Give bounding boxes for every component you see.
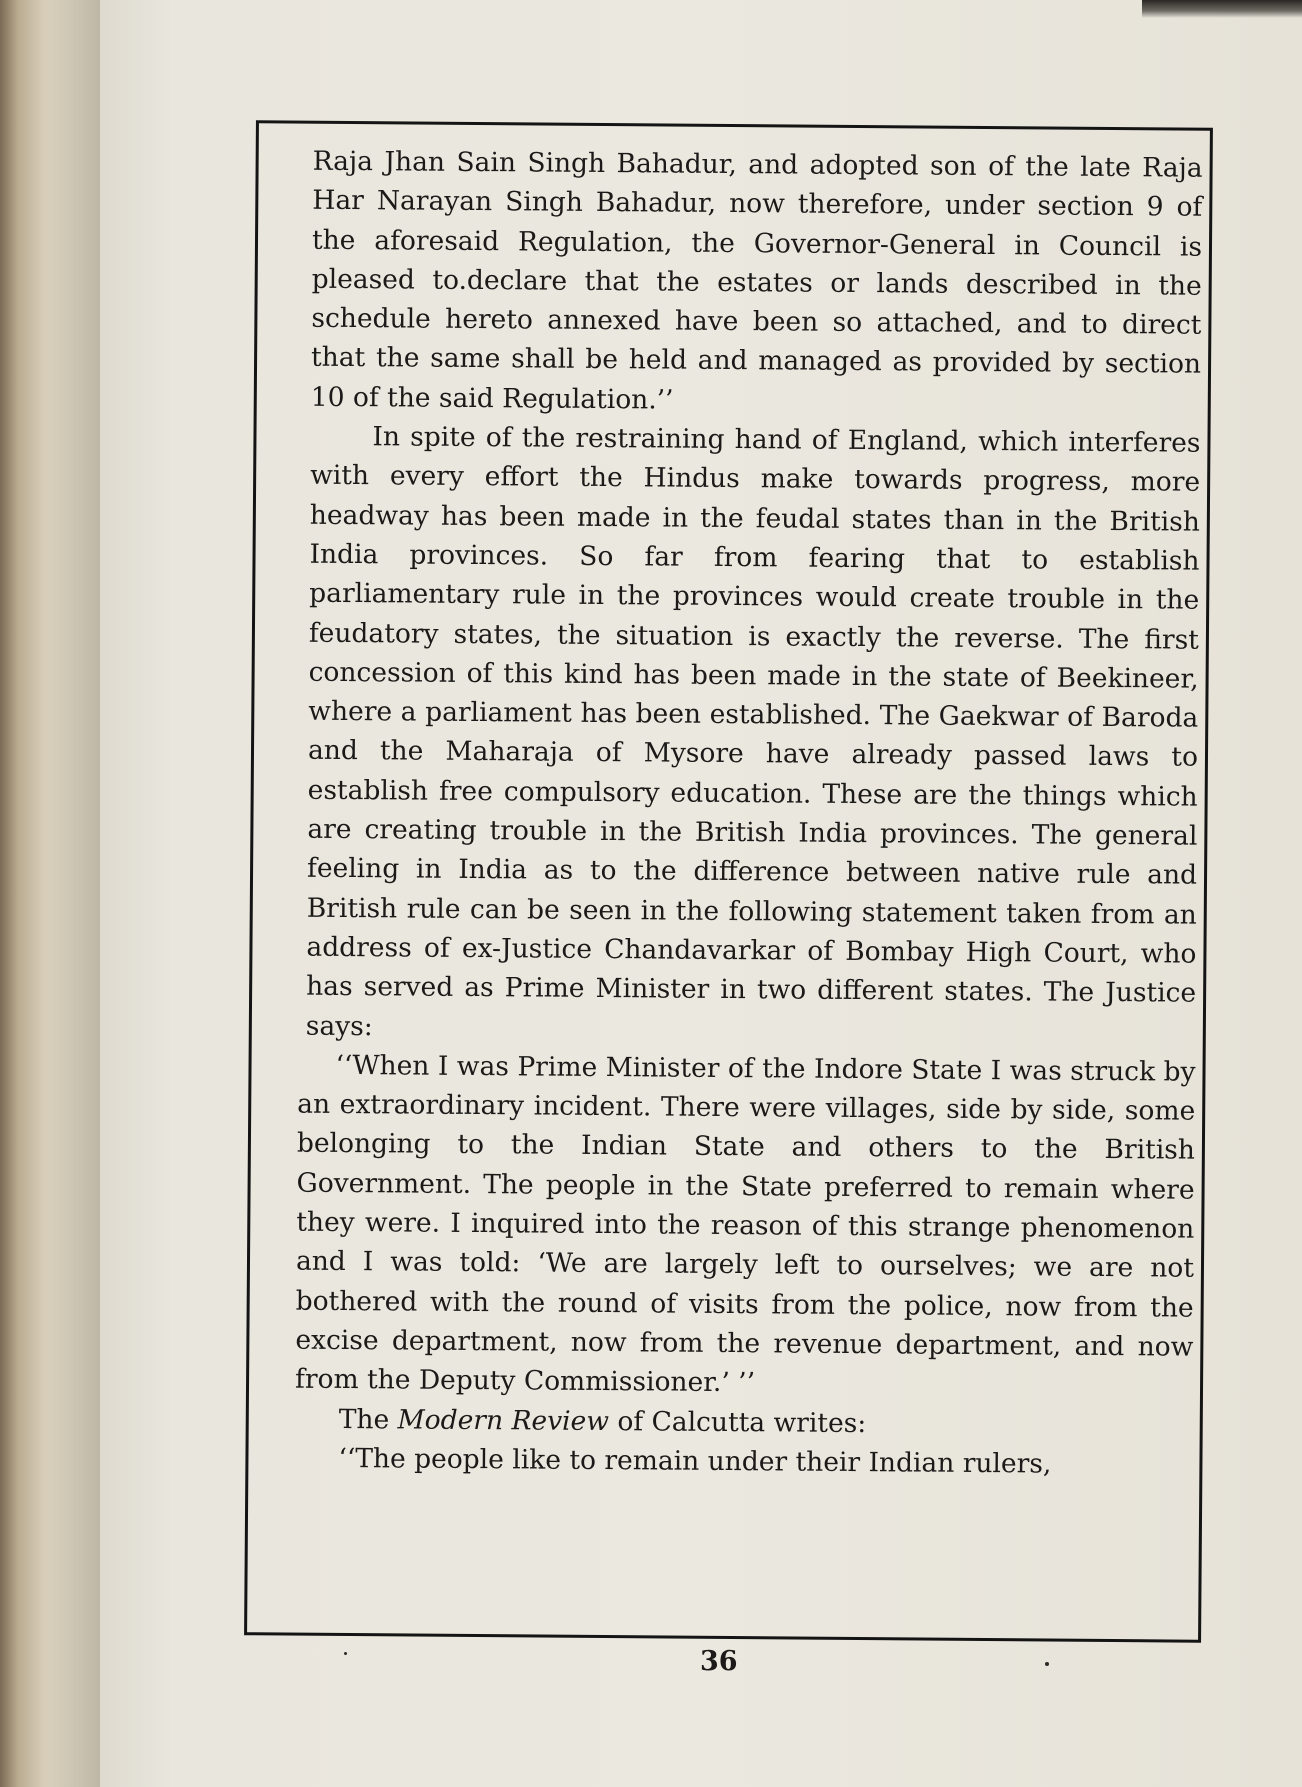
- paragraph-regulation-quote: Raja Jhan Sain Singh Bahadur, and adopted son of the late Raja Har Narayan Singh Bahadur, now therefore, under section 9 of the aforesaid Regulation, the Governor-General in Council is pleased to.declare that the estates or lands described in the schedule hereto annexed have been so attached, and to direct that the same shall be held and managed as provided by section 10 of the said Regulation.’’: [310, 145, 1203, 416]
- publication-title: Modern Review: [397, 1403, 610, 1437]
- body-text: [294, 142, 1203, 1485]
- ink-speck: [1045, 1662, 1049, 1666]
- text-frame: [244, 120, 1213, 1642]
- ink-speck: [344, 1652, 347, 1655]
- page-edge-shadow: [1142, 0, 1302, 18]
- paragraph-feudal-states: In spite of the restraining hand of England, which interferes with every effort the Hindus make towards progress, more headway has been made in the feudal states than in the British India provinces. So far from fearing that to establish parliamentary rule in the provinces would create trouble in the feudatory states, the situation is exactly the reverse. The first concession of this kind has been made in the state of Beekineer, where a parliament has been established. The Gaekwar of Baroda and the Maharaja of Mysore have already passed laws to establish free compulsory education. These are the things which are creating trouble in the British India provinces. The general feeling in India as to the difference between native rule and British rule can be seen in the following statement taken from an address of ex-Justice Chandavarkar of Bombay High Court, who has served as Prime Minister in two different states. The Justice says:: [305, 421, 1201, 1042]
- paragraph-chandavarkar-quote: ‘‘When I was Prime Minister of the Indore State I was struck by an extraordinary incident. There were villages, side by side, some belonging to the Indian State and others to the British Government. The people in the State preferred to remain where they were. I inquired into the reason of this strange phenomenon and I was told: ‘We are largely left to ourselves; we are not bothered with the round of visits from the police, now from the excise department, now from the revenue department, and now from the Deputy Commissioner.’ ’’: [294, 1049, 1196, 1399]
- book-binding: [0, 0, 100, 1787]
- paragraph-modern-review-intro: [295, 1399, 1193, 1445]
- intro-prefix: The: [338, 1403, 398, 1435]
- page-number: 36: [700, 1646, 738, 1677]
- paragraph-modern-review-quote: ‘‘The people like to remain under their Indian rulers,: [338, 1442, 1052, 1480]
- intro-suffix: of Calcutta writes:: [608, 1405, 867, 1439]
